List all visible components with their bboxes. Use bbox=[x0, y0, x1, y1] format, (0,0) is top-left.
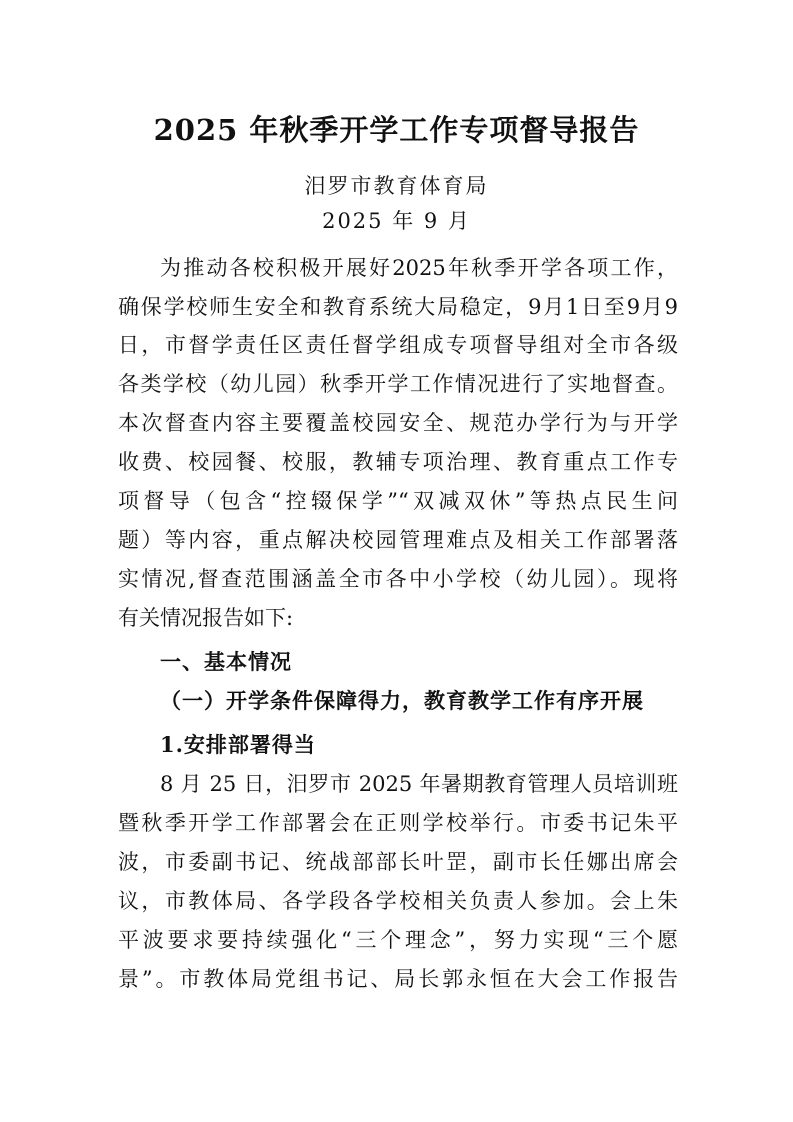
paragraph-line: 景”。市教体局党组书记、局长郭永恒在大会工作报告 bbox=[118, 967, 678, 991]
report-title: 2025 年秋季开学工作专项督导报告 bbox=[153, 113, 640, 147]
paragraph-line: 议，市教体局、各学段各学校相关负责人参加。会上朱 bbox=[118, 889, 678, 913]
paragraph-line: 暨秋季开学工作部署会在正则学校举行。市委书记朱平 bbox=[118, 811, 678, 835]
paragraph-line: 平波要求要持续强化“三个理念”，努力实现“三个愿 bbox=[118, 928, 678, 952]
paragraph-line: 收费、校园餐、校服，教辅专项治理、教育重点工作专 bbox=[118, 450, 678, 474]
paragraph-line: 项督导（包含“控辍保学”“双减双休”等热点民生问 bbox=[118, 489, 678, 513]
paragraph-line: 为推动各校积极开展好2025年秋季开学各项工作， bbox=[160, 256, 678, 280]
paragraph-line: 本次督查内容主要覆盖校园安全、规范办学行为与开学 bbox=[118, 411, 678, 435]
report-date: 2025 年 9 月 bbox=[322, 209, 471, 233]
paragraph-line: 题）等内容，重点解决校园管理难点及相关工作部署落 bbox=[118, 528, 678, 552]
issuing-organization: 汨罗市教育体育局 bbox=[304, 174, 489, 198]
paragraph-line: 有关情况报告如下: bbox=[118, 606, 294, 630]
paragraph-line: 实情况,督查范围涵盖全市各中小学校（幼儿园）。现将 bbox=[118, 567, 678, 591]
paragraph-line: 日，市督学责任区责任督学组成专项督导组对全市各级 bbox=[118, 333, 678, 357]
paragraph-line: 8 月 25 日，汨罗市 2025 年暑期教育管理人员培训班 bbox=[160, 772, 678, 796]
paragraph-line: 各类学校（幼儿园）秋季开学工作情况进行了实地督查。 bbox=[118, 372, 678, 396]
paragraph-line: 确保学校师生安全和教育系统大局稳定，9月1日至9月9 bbox=[118, 295, 678, 319]
subsection-heading: （一）开学条件保障得力，教育教学工作有序开展 bbox=[160, 688, 644, 713]
paragraph-line: 波，市委副书记、统战部部长叶罡，副市长任娜出席会 bbox=[118, 850, 678, 874]
section-heading: 一、基本情况 bbox=[160, 649, 292, 674]
item-heading: 1.安排部署得当 bbox=[160, 732, 316, 757]
